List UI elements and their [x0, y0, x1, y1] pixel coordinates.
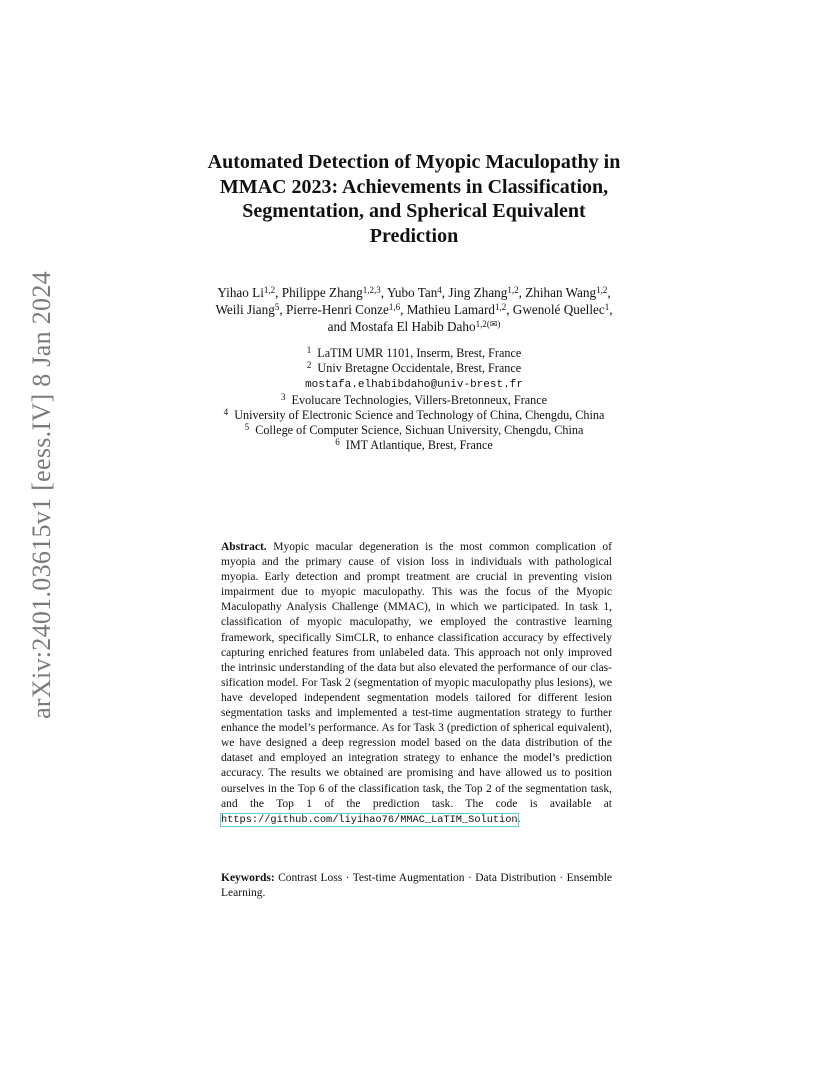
author-name: Mostafa El Habib Daho	[349, 319, 476, 334]
email-address: mostafa.elhabibdaho@univ-brest.fr	[305, 379, 523, 391]
affiliation	[150, 438, 678, 453]
title-line: MMAC 2023: Achievements in Classification,	[219, 175, 609, 198]
title-line: Automated Detection of Myopic Maculopathy in	[207, 151, 621, 173]
affil-text: University of Electronic Science and Technology of China, Chengdu, China	[234, 408, 605, 422]
affil-text: College of Computer Science, Sichuan University, Chengdu, China	[255, 423, 584, 437]
code-repo-link[interactable]: https://github.com/liyihao76/MMAC_LaTIM_Solution	[221, 813, 518, 826]
abstract-tail: .	[517, 812, 521, 825]
author-sup: 4	[437, 284, 442, 295]
affiliation	[150, 393, 678, 408]
author-sup: 1	[604, 301, 610, 312]
author-name: Philippe Zhang	[281, 285, 363, 300]
affiliation	[150, 361, 678, 376]
author-line-1: Yihao Li$^{1,2}$, Philippe Zhang$^{1,2,3}$, Yubo Tan$^4$, Jing Zhang$^{1,2}$, Zhihan Wang$^{1,2}$,	[217, 284, 611, 300]
author-name: Pierre-Henri Conze	[285, 302, 389, 317]
author-line-3	[150, 318, 678, 335]
author-sup: 1,2	[507, 284, 519, 295]
author-name: Jing Zhang	[448, 285, 508, 300]
title-line: Segmentation, and Spherical Equivalent	[242, 200, 586, 222]
author-name: Zhihan Wang	[525, 285, 597, 300]
author-sup: 1,2	[263, 284, 276, 295]
affil-num: 2	[306, 359, 312, 370]
author-name: Yihao Li	[217, 285, 264, 300]
keywords-text: Contrast Loss · Test-time Augmentation · Data Distribution · Ensemble Learning.	[221, 872, 612, 900]
affil-text: Evolucare Technologies, Villers-Bretonneux, France	[291, 393, 548, 407]
affil-text: Univ Bretagne Occidentale, Brest, France	[317, 361, 522, 375]
arxiv-stamp-text: arXiv:2401.03615v1 [eess.IV] 8 Jan 2024	[27, 271, 57, 719]
author-name: Gwenolé Quellec	[512, 302, 605, 317]
author-sup: 5	[274, 301, 280, 312]
author-name: Weili Jiang	[215, 302, 275, 317]
abstract	[221, 540, 612, 828]
affiliation-email	[150, 376, 678, 393]
affil-text: LaTIM UMR 1101, Inserm, Brest, France	[317, 346, 522, 360]
author-sup: 1,6	[388, 301, 401, 312]
abstract-label: Abstract.	[221, 541, 267, 553]
affil-num: 5	[244, 421, 250, 432]
affil-num: 4	[223, 406, 229, 417]
author-name: Yubo Tan	[386, 285, 438, 300]
affil-text: IMT Atlantique, Brest, France	[345, 438, 493, 452]
author-list	[150, 284, 678, 335]
paper-title	[150, 150, 678, 248]
author-and: and	[327, 319, 350, 334]
keywords-label: Keywords:	[221, 872, 275, 884]
keywords	[221, 871, 612, 901]
affil-num: 3	[280, 391, 286, 402]
affiliation	[150, 423, 678, 438]
author-sup: 1,2	[596, 284, 608, 295]
title-line: Prediction	[369, 224, 459, 247]
author-sup: 1,2,3	[362, 284, 381, 295]
affil-num: 6	[335, 436, 340, 447]
author-sup: 1,2(✉)	[475, 318, 501, 329]
arxiv-stamp	[20, 271, 64, 719]
abstract-text: Myopic macular degeneration is the most common complication of myopia and the primary cause of vision loss in individuals with pathological myopia. Early detection and prompt treatment are crucial in preventing vision impairment due to myopic maculopathy. This was the focus of the Myopic Maculopathy Analysis Challenge (MMAC), in which we participated. In task 1, classification of myopic maculopathy, we employed the contrastive learning framework, specifically SimCLR, to enhance classification accuracy by effectively capturing enriched features from unlabeled data. This approach not only improved the intrinsic understanding of the data but also elevated the performance of our classification model. For Task 2 (segmentation of myopic maculopathy plus lesions), we have developed independent segmentation models tailored for different lesion segmentation tasks and implemented a test-time augmentation strategy to further enhance the model’s performance. As for Task 3 (prediction of spherical equivalent), we have designed a deep regression model based on the data distribution of the dataset and employed an integration strategy to enhance the model’s prediction accuracy. The results we obtained are promising and have allowed us to position ourselves in the Top 6 of the classification task, the Top 2 of the segmentation task, and the Top 1 of the prediction task. The code is available at	[221, 541, 612, 810]
affiliation	[150, 346, 678, 361]
author-line-2: Weili Jiang$^5$, Pierre-Henri Conze$^{1,6}$, Mathieu Lamard$^{1,2}$, Gwenolé Quellec$^1$,	[215, 301, 613, 317]
author-sup: 1,2	[494, 301, 507, 312]
affiliations	[150, 346, 678, 453]
author-name: Mathieu Lamard	[406, 302, 495, 317]
affil-num: 1	[306, 344, 312, 355]
affiliation	[150, 408, 678, 423]
